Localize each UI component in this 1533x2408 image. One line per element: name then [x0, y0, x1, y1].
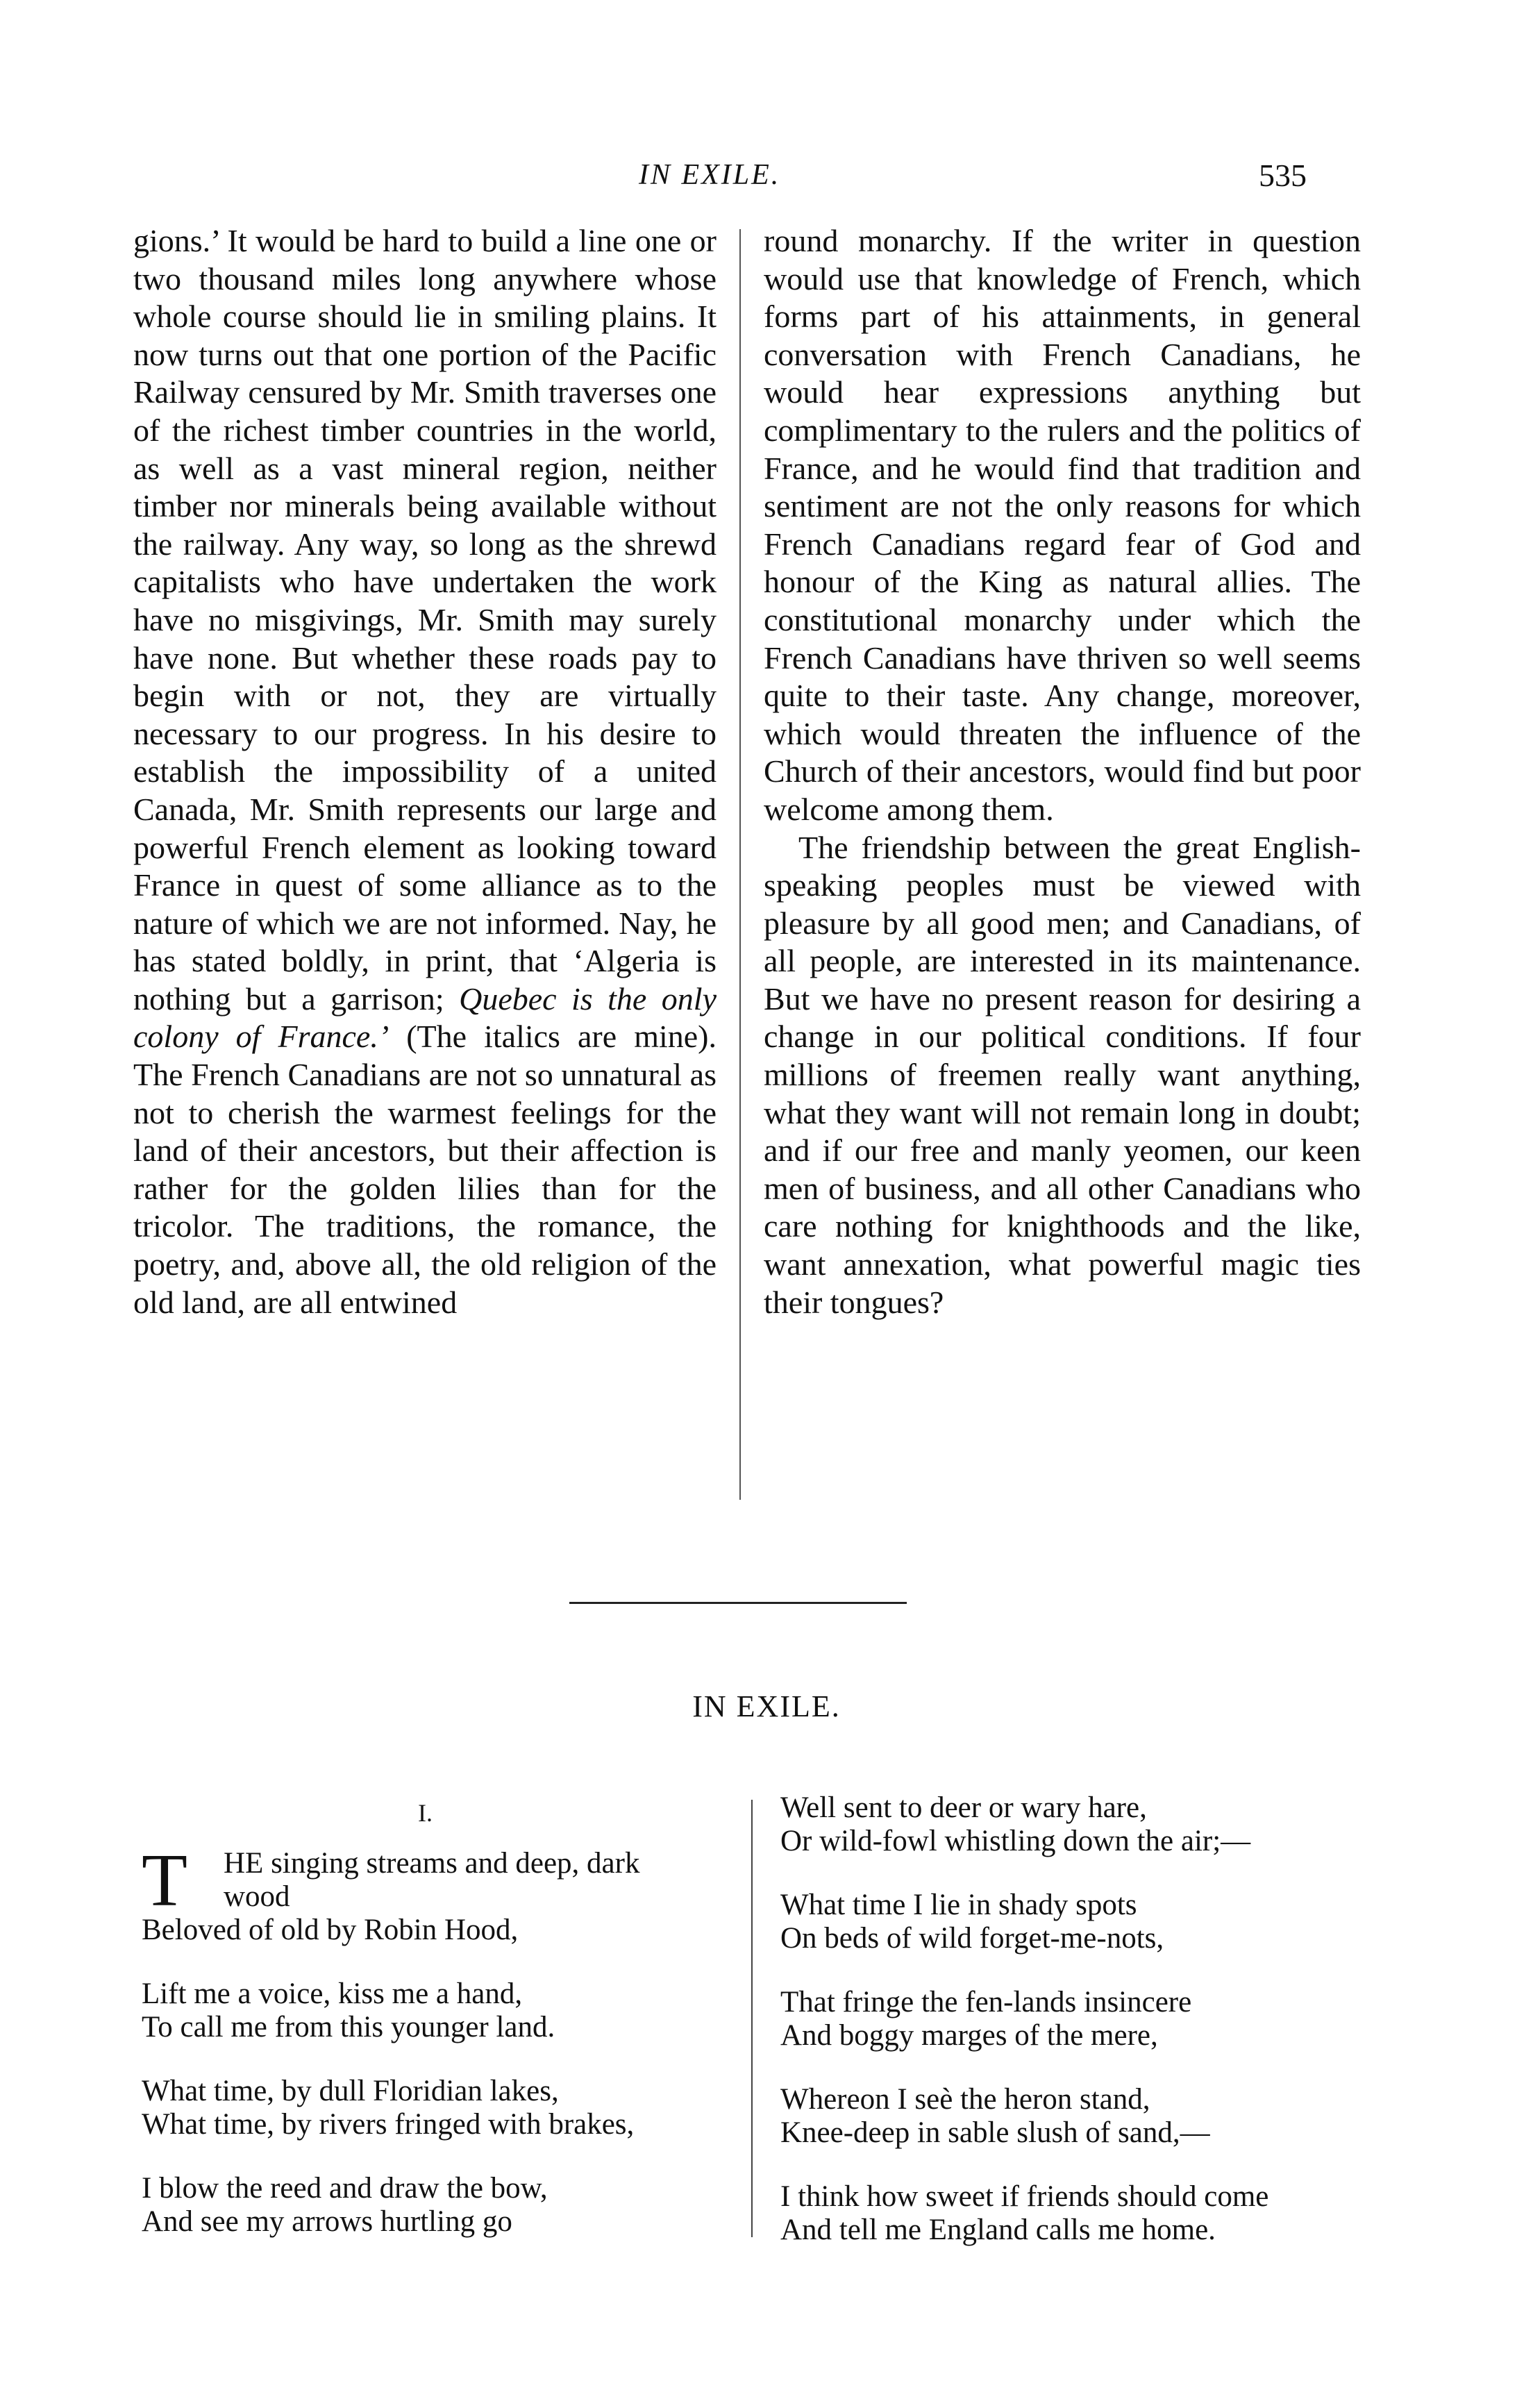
- poem-line: Lift me a voice, kiss me a hand,: [142, 1978, 523, 2010]
- poem-couplet: [142, 1839, 739, 1947]
- poem-line: And see my arrows hurtling go: [142, 2205, 512, 2238]
- poem-line: Whereon I seè the heron stand,: [780, 2083, 1150, 2116]
- article-italic-quote: Quebec is the only colony of France.’: [133, 980, 717, 1055]
- poem-couplet: [142, 2172, 739, 2239]
- poem-couplet: [142, 2075, 739, 2141]
- poem-line: Well sent to deer or wary hare,: [780, 1791, 1147, 1824]
- poem-line: I blow the reed and draw the bow,: [142, 2172, 548, 2205]
- running-head: IN EXILE.: [639, 159, 781, 191]
- drop-cap: T: [142, 1839, 187, 1922]
- article-paragraph: The friendship between the great English-speaking peoples must be viewed with pleasure by all good men; and Canadians, of all people, are interested in its maintenance. But we have no present reason for desiring a change in our political conditions. If four millions of freemen really want anything, what they want will not remain long in doubt; and if our free and manly yeomen, our keen men of business, and all other Canadians who care nothing for knighthoods and the like, want annexation, what powerful magic ties their tongues?: [764, 829, 1361, 1320]
- article-left-column: [133, 222, 717, 1321]
- poem-line: HE singing streams and deep, dark: [224, 1847, 640, 1880]
- column-divider: [739, 229, 741, 1500]
- poem-line: wood: [224, 1880, 290, 1913]
- poem-line: And boggy marges of the mere,: [780, 2019, 1158, 2052]
- poem-line: Or wild-fowl whistling down the air;—: [780, 1825, 1251, 1857]
- poem-line: That fringe the fen-lands insincere: [780, 1986, 1192, 2018]
- poem-line: What time I lie in shady spots: [780, 1889, 1137, 1921]
- section-divider: [569, 1602, 907, 1604]
- poem-section-numeral: I.: [418, 1799, 433, 1827]
- poem-line: Beloved of old by Robin Hood,: [142, 1914, 519, 1946]
- article-text: (The italics are mine). The French Canadians are not so unnatural as not to cherish the warmest feelings for the land of their ancestors, but their affection is rather for the golden lilies than for the tricolor. The traditions, the romance, the poetry, and, above all, the old religion of the old land, are all entwined: [133, 1019, 717, 1320]
- article-paragraph: round monarchy. If the writer in question would use that knowledge of French, which forms part of his attainments, in general conversation with French Canadians, he would hear expressions anything but complimentary to the rulers and the politics of France, and he would find that tradition and sentiment are not the only reasons for which French Canadians regard fear of God and honour of the King as natural allies. The constitutional monarchy under which the French Canadians have thriven so well seems quite to their taste. Any change, moreover, which would threaten the influence of the Church of their ancestors, would find but poor welcome among them.: [764, 223, 1361, 827]
- poem-right-column: [780, 1791, 1405, 2277]
- poem-couplet: [780, 1889, 1405, 1955]
- page-number: 535: [1259, 158, 1307, 193]
- poem-column-divider: [751, 1800, 753, 2237]
- article-text: gions.’ It would be hard to build a line one or two thousand miles long anywhere whose whole course should lie in smiling plains. It now turns out that one portion of the Pacific Railway censured by Mr. Smith traverses one of the richest timber countries in the world, as well as a vast mineral region, neither timber nor minerals being available without the railway. Any way, so long as the shrewd capitalists who have undertaken the work have no misgivings, Mr. Smith may surely have none. But whether these roads pay to begin with or not, they are virtually necessary to our progress. In his desire to establish the impossibility of a united Canada, Mr. Smith represents our large and powerful French element as looking toward France in quest of some alliance as to the nature of which we are not informed. Nay, he has stated boldly, in print, that ‘Algeria is nothing but a garrison;: [133, 223, 717, 1017]
- article-paragraph-continued: [133, 222, 717, 1321]
- poem-line: What time, by dull Floridian lakes,: [142, 2075, 559, 2107]
- poem-line: Knee-deep in sable slush of sand,—: [780, 2116, 1210, 2149]
- poem-title: IN EXILE.: [692, 1689, 841, 1723]
- poem-couplet: [142, 1978, 739, 2044]
- poem-couplet: [780, 1791, 1405, 1858]
- poem-line: And tell me England calls me home.: [780, 2214, 1216, 2246]
- poem-couplet: [780, 2083, 1405, 2150]
- poem-line: To call me from this younger land.: [142, 2011, 555, 2043]
- poem-left-column: [142, 1839, 739, 2269]
- poem-line: I think how sweet if friends should come: [780, 2180, 1269, 2213]
- poem-couplet: [780, 2180, 1405, 2247]
- poem-line: What time, by rivers fringed with brakes,: [142, 2108, 635, 2141]
- poem-couplet: [780, 1986, 1405, 2052]
- poem-line: On beds of wild forget-me-nots,: [780, 1922, 1164, 1955]
- article-right-column: [764, 222, 1361, 1321]
